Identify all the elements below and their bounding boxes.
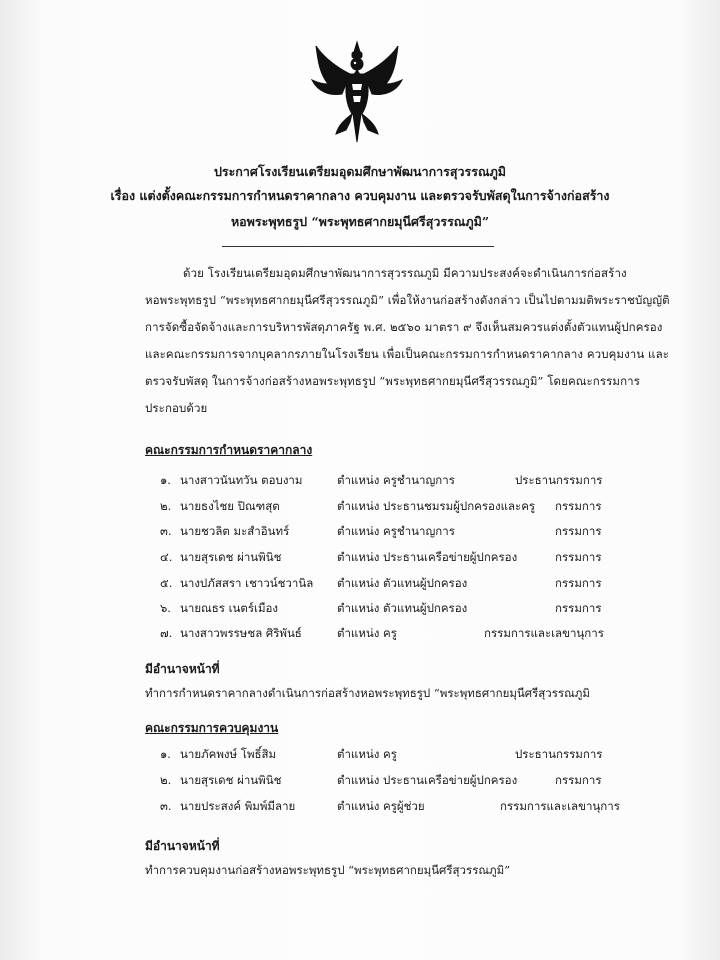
control-member-row (0, 772, 720, 792)
pricing-duty-heading: มีอำนาจหน้าที่ (145, 662, 220, 676)
pricing-duty-text: ทำการกำหนดราคากลางดำเนินการก่อสร้างหอพระพุทธรูป “พระพุทธศากยมุนีศรีสุวรรณภูมิ (145, 686, 590, 700)
member-name: นายชวลิต มะสำอินทร์ (180, 524, 290, 538)
member-number: ๔. (160, 550, 173, 564)
member-number: ๕. (160, 576, 173, 590)
body-line-4: และคณะกรรมการจากบุคลากรภายในโรงเรียน เพื่อเป็นคณะกรรมการกำหนดราคากลาง ควบคุมงาน และ (145, 347, 669, 361)
member-position: ตำแหน่ง ครู (337, 626, 397, 640)
member-number: ๒. (160, 499, 172, 513)
member-number: ๒. (160, 773, 172, 787)
member-name: นายสุรเดช ผ่านพินิช (180, 550, 282, 564)
body-line-2: หอพระพุทธรูป “พระพุทธศากยมุนีศรีสุวรรณภูมิ” เพื่อให้งานก่อสร้างดังกล่าว เป็นไปตามมติพระราชบัญญัติ (145, 293, 670, 307)
member-number: ๓. (160, 524, 172, 538)
announcement-title: ประกาศโรงเรียนเตรียมอุดมศึกษาพัฒนาการสุวรรณภูมิ (213, 164, 507, 179)
pricing-member-row (0, 549, 720, 569)
body-line-1: ด้วย โรงเรียนเตรียมอุดมศึกษาพัฒนาการสุวรรณภูมิ มีความประสงค์จะดำเนินการก่อสร้าง (183, 266, 627, 280)
control-duty-heading: มีอำนาจหน้าที่ (145, 839, 220, 853)
member-role: กรรมการ (555, 550, 602, 564)
member-role: กรรมการ (555, 499, 602, 513)
member-name: นางสาวนันทวัน ตอบงาม (180, 473, 303, 487)
garuda-emblem-icon (308, 40, 406, 144)
member-position: ตำแหน่ง ครู (337, 747, 397, 761)
member-role: กรรมการ (555, 576, 602, 590)
pricing-committee-heading: คณะกรรมการกำหนดราคากลาง (145, 443, 313, 457)
member-position: ตำแหน่ง ครูชำนาญการ (337, 524, 455, 538)
control-committee-heading: คณะกรรมการควบคุมงาน (145, 721, 279, 735)
body-line-3: การจัดซื้อจัดจ้างและการบริหารพัสดุภาครัฐ พ.ศ. ๒๕๖๐ มาตรา ๙ จึงเห็นสมควรแต่งตั้งตัวแทนผู้ปกครอง (145, 320, 663, 334)
member-number: ๖. (160, 601, 171, 615)
member-role: กรรมการ (555, 524, 602, 538)
pricing-member-row (0, 523, 720, 543)
member-name: นางปภัสสรา เชาวน์ชวานิล (180, 576, 314, 590)
member-name: นายสุรเดช ผ่านพินิช (180, 773, 282, 787)
member-name: นายณธร เนตร์เมือง (180, 601, 279, 615)
member-name: นายภัคพงษ์ โพธิ์สิม (180, 747, 277, 761)
title-divider (222, 246, 494, 247)
member-number: ๑. (160, 747, 171, 761)
member-position: ตำแหน่ง ประธานชมรมผู้ปกครองและครู (337, 499, 536, 513)
member-role: กรรมการและเลขานุการ (484, 626, 604, 640)
control-member-row (0, 798, 720, 818)
body-line-5: ตรวจรับพัสดุ ในการจ้างก่อสร้างหอพระพุทธรูป “พระพุทธศากยมุนีศรีสุวรรณภูมิ” โดยคณะกรรมการ (145, 374, 640, 388)
member-number: ๗. (160, 626, 173, 640)
member-name: นายประสงค์ พิมพ์มีลาย (180, 799, 296, 813)
announcement-subject: เรื่อง แต่งตั้งคณะกรรมการกำหนดราคากลาง ควบคุมงาน และตรวจรับพัสดุในการจ้างก่อสร้าง (110, 188, 610, 203)
member-role: กรรมการ (555, 773, 602, 787)
member-position: ตำแหน่ง ครูชำนาญการ (337, 473, 455, 487)
pricing-member-row (0, 600, 720, 620)
announcement-subject-line2: หอพระพุทธรูป “พระพุทธศากยมุนีศรีสุวรรณภูมิ” (230, 214, 490, 229)
member-role: ประธานกรรมการ (515, 473, 603, 487)
pricing-member-row (0, 498, 720, 518)
member-name: นายธงไชย ปิณฑสุต (180, 499, 280, 513)
member-position: ตำแหน่ง ตัวแทนผู้ปกครอง (337, 576, 468, 590)
member-position: ตำแหน่ง ครูผู้ช่วย (337, 799, 425, 813)
member-role: กรรมการและเลขานุการ (500, 799, 620, 813)
body-line-6: ประกอบด้วย (145, 401, 208, 415)
control-duty-text: ทำการควบคุมงานก่อสร้างหอพระพุทธรูป “พระพุทธศากยมุนีศรีสุวรรณภูมิ” (145, 863, 511, 877)
pricing-member-row (0, 625, 720, 645)
member-role: กรรมการ (555, 601, 602, 615)
member-role: ประธานกรรมการ (515, 747, 603, 761)
member-position: ตำแหน่ง ประธานเครือข่ายผู้ปกครอง (337, 773, 518, 787)
member-name: นางสาวพรรษชล ศิริพันธ์ (180, 626, 302, 640)
member-number: ๑. (160, 473, 171, 487)
member-number: ๓. (160, 799, 172, 813)
member-position: ตำแหน่ง ประธานเครือข่ายผู้ปกครอง (337, 550, 518, 564)
member-position: ตำแหน่ง ตัวแทนผู้ปกครอง (337, 601, 468, 615)
pricing-member-row (0, 575, 720, 595)
control-member-row (0, 746, 720, 766)
pricing-member-row (0, 472, 720, 492)
